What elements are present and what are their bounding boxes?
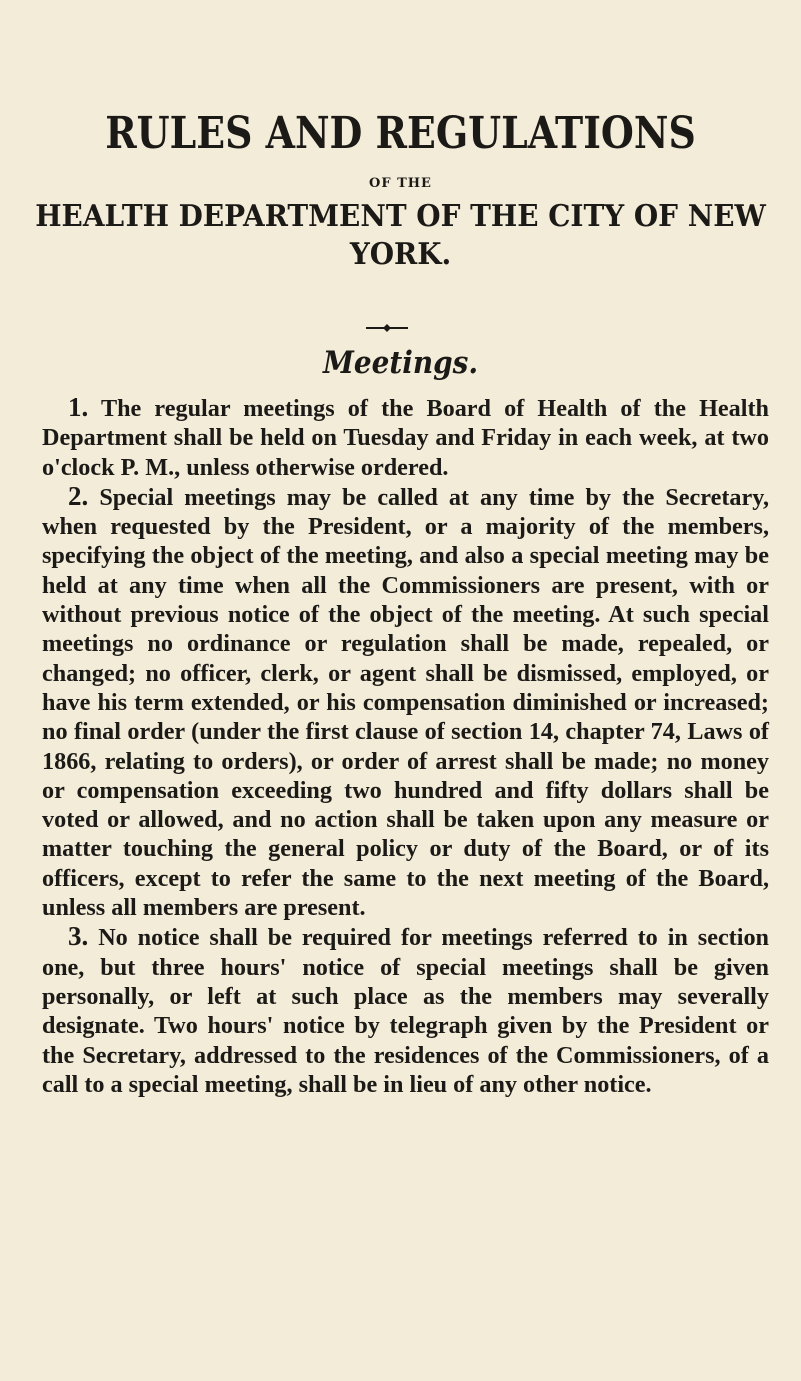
section-heading: Meetings. <box>322 345 479 381</box>
paragraph-text: The regular meetings of the Board of Health of the Health Department shall be held on Tuesday and Friday in each week, at two o'clock P. M., unless otherwise ordered. <box>42 395 769 481</box>
of-the-label: OF THE <box>369 176 432 191</box>
paragraph-3 <box>42 922 769 1099</box>
paragraph-text: No notice shall be required for meetings referred to in section one, but three hours' notice of special meetings shall be given personally, or left at such place as the members may severally designate. Two hours' notice by telegraph given by the President or the Secretary, addressed to the residences of the Commissioners, of a call to a special meeting, shall be in lieu of any other notice. <box>42 924 770 1098</box>
body-text <box>42 393 769 1099</box>
paragraph-number: 1. <box>68 392 89 422</box>
paragraph-number: 2. <box>68 480 89 511</box>
paragraph-number: 3. <box>68 921 89 952</box>
paragraph-text: Special meetings may be called at any time by the Secretary, when requested by the President, or a majority of the members, specifying the object of the meeting, and also a special meeting may be held at any time when all the Commissioners are present, with or without previous notice of the object of the meeting. At such special meetings no ordinance or regulation shall be made, repealed, or changed; no officer, clerk, or agent shall be dismissed, employed, or have his term extended, or his compensation diminished or increased; no final order (under the first clause of section 14, chapter 74, Laws of 1866, relating to orders), or order of arrest shall be made; no money or compensation exceeding two hundred and fifty dollars shall be voted or allowed, and no action shall be taken upon any measure or matter touching the general policy or duty of the Board, or of its officers, except to refer the same to the next meeting of the Board, unless all members are present. <box>42 483 770 922</box>
page-subtitle: HEALTH DEPARTMENT OF THE CITY OF NEW YORK. <box>35 199 766 272</box>
paragraph-1 <box>42 393 769 482</box>
page-title: RULES AND REGULATIONS <box>105 108 696 159</box>
divider-ornament-icon <box>366 324 408 332</box>
paragraph-2 <box>42 482 769 922</box>
